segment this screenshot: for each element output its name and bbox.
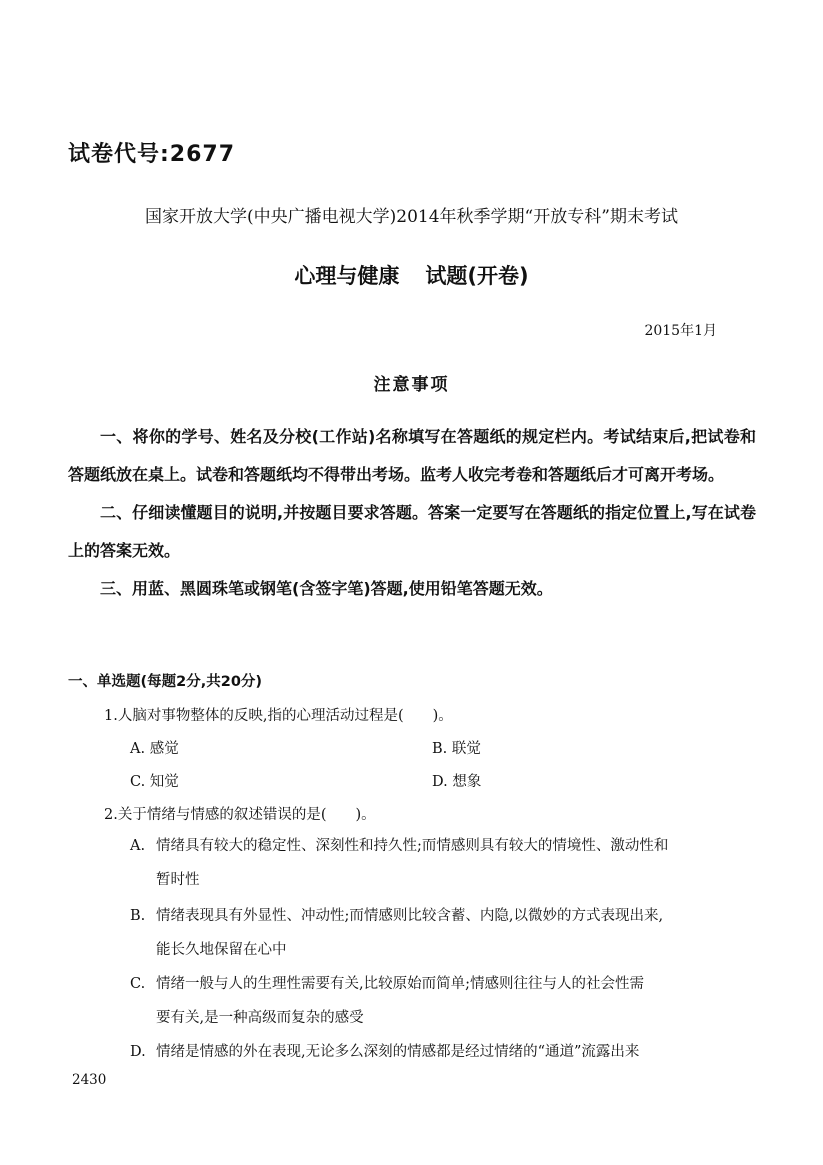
notice-list (68, 418, 756, 608)
section-title: 一、单选题(每题2分,共20分) (68, 674, 263, 690)
notice-item-2: 二、仔细读懂题目的说明,并按题目要求答题。答案一定要写在答题纸的指定位置上,写在试卷上的答案无效。 (68, 503, 756, 560)
option-label: A. (130, 838, 146, 854)
notice-item-1: 一、将你的学号、姓名及分校(工作站)名称填写在答题纸的规定栏内。考试结束后,把试卷和答题纸放在桌上。试卷和答题纸均不得带出考场。监考人收完考卷和答题纸后才可离开考场。 (68, 427, 756, 484)
option-text-continued: 能长久地保留在心中 (156, 942, 287, 958)
page-number: 2430 (72, 1072, 107, 1088)
university-title: 国家开放大学(中央广播电视大学)2014年秋季学期“开放专科”期末考试 (145, 207, 678, 227)
exam-type: 试题(开卷) (425, 264, 529, 288)
question-1-stem: 1.人脑对事物整体的反映,指的心理活动过程是( )。 (104, 708, 453, 724)
option-text-continued: 要有关,是一种高级而复杂的感受 (156, 1010, 364, 1026)
question-2-stem: 2.关于情绪与情感的叙述错误的是( )。 (104, 807, 376, 823)
option-text: 情绪具有较大的稳定性、深刻性和持久性;而情感则具有较大的情境性、激动性和 (156, 838, 669, 854)
option-text: 情绪表现具有外显性、冲动性;而情感则比较含蓄、内隐,以微妙的方式表现出来, (156, 908, 664, 924)
question-2-option-a (130, 829, 742, 897)
option-text: 情绪一般与人的生理性需要有关,比较原始而简单;情感则往往与人的社会性需 (156, 976, 644, 992)
notice-title: 注意事项 (373, 375, 450, 395)
notice-item-3: 三、用蓝、黑圆珠笔或钢笔(含签字笔)答题,使用铅笔答题无效。 (100, 579, 553, 598)
option-text: 情绪是情感的外在表现,无论多么深刻的情感都是经过情绪的“通道”流露出来 (156, 1044, 640, 1060)
exam-date: 2015年1月 (644, 323, 717, 339)
question-2-option-b (130, 899, 742, 967)
question-1-option-b: B. 联觉 (432, 741, 481, 757)
option-text-continued: 暂时性 (156, 872, 200, 888)
option-label: B. (130, 908, 146, 924)
option-label: C. (130, 976, 146, 992)
question-2-option-c (130, 967, 742, 1035)
question-1-option-d: D. 想象 (432, 774, 482, 790)
question-1-option-c: C. 知觉 (130, 774, 179, 790)
paper-code: 试卷代号:2677 (68, 142, 236, 167)
subject-name: 心理与健康 (294, 264, 400, 288)
option-label: D. (130, 1044, 146, 1060)
question-2-option-d (130, 1035, 742, 1069)
exam-subject-title (0, 260, 823, 290)
question-1-option-a: A. 感觉 (130, 741, 179, 757)
